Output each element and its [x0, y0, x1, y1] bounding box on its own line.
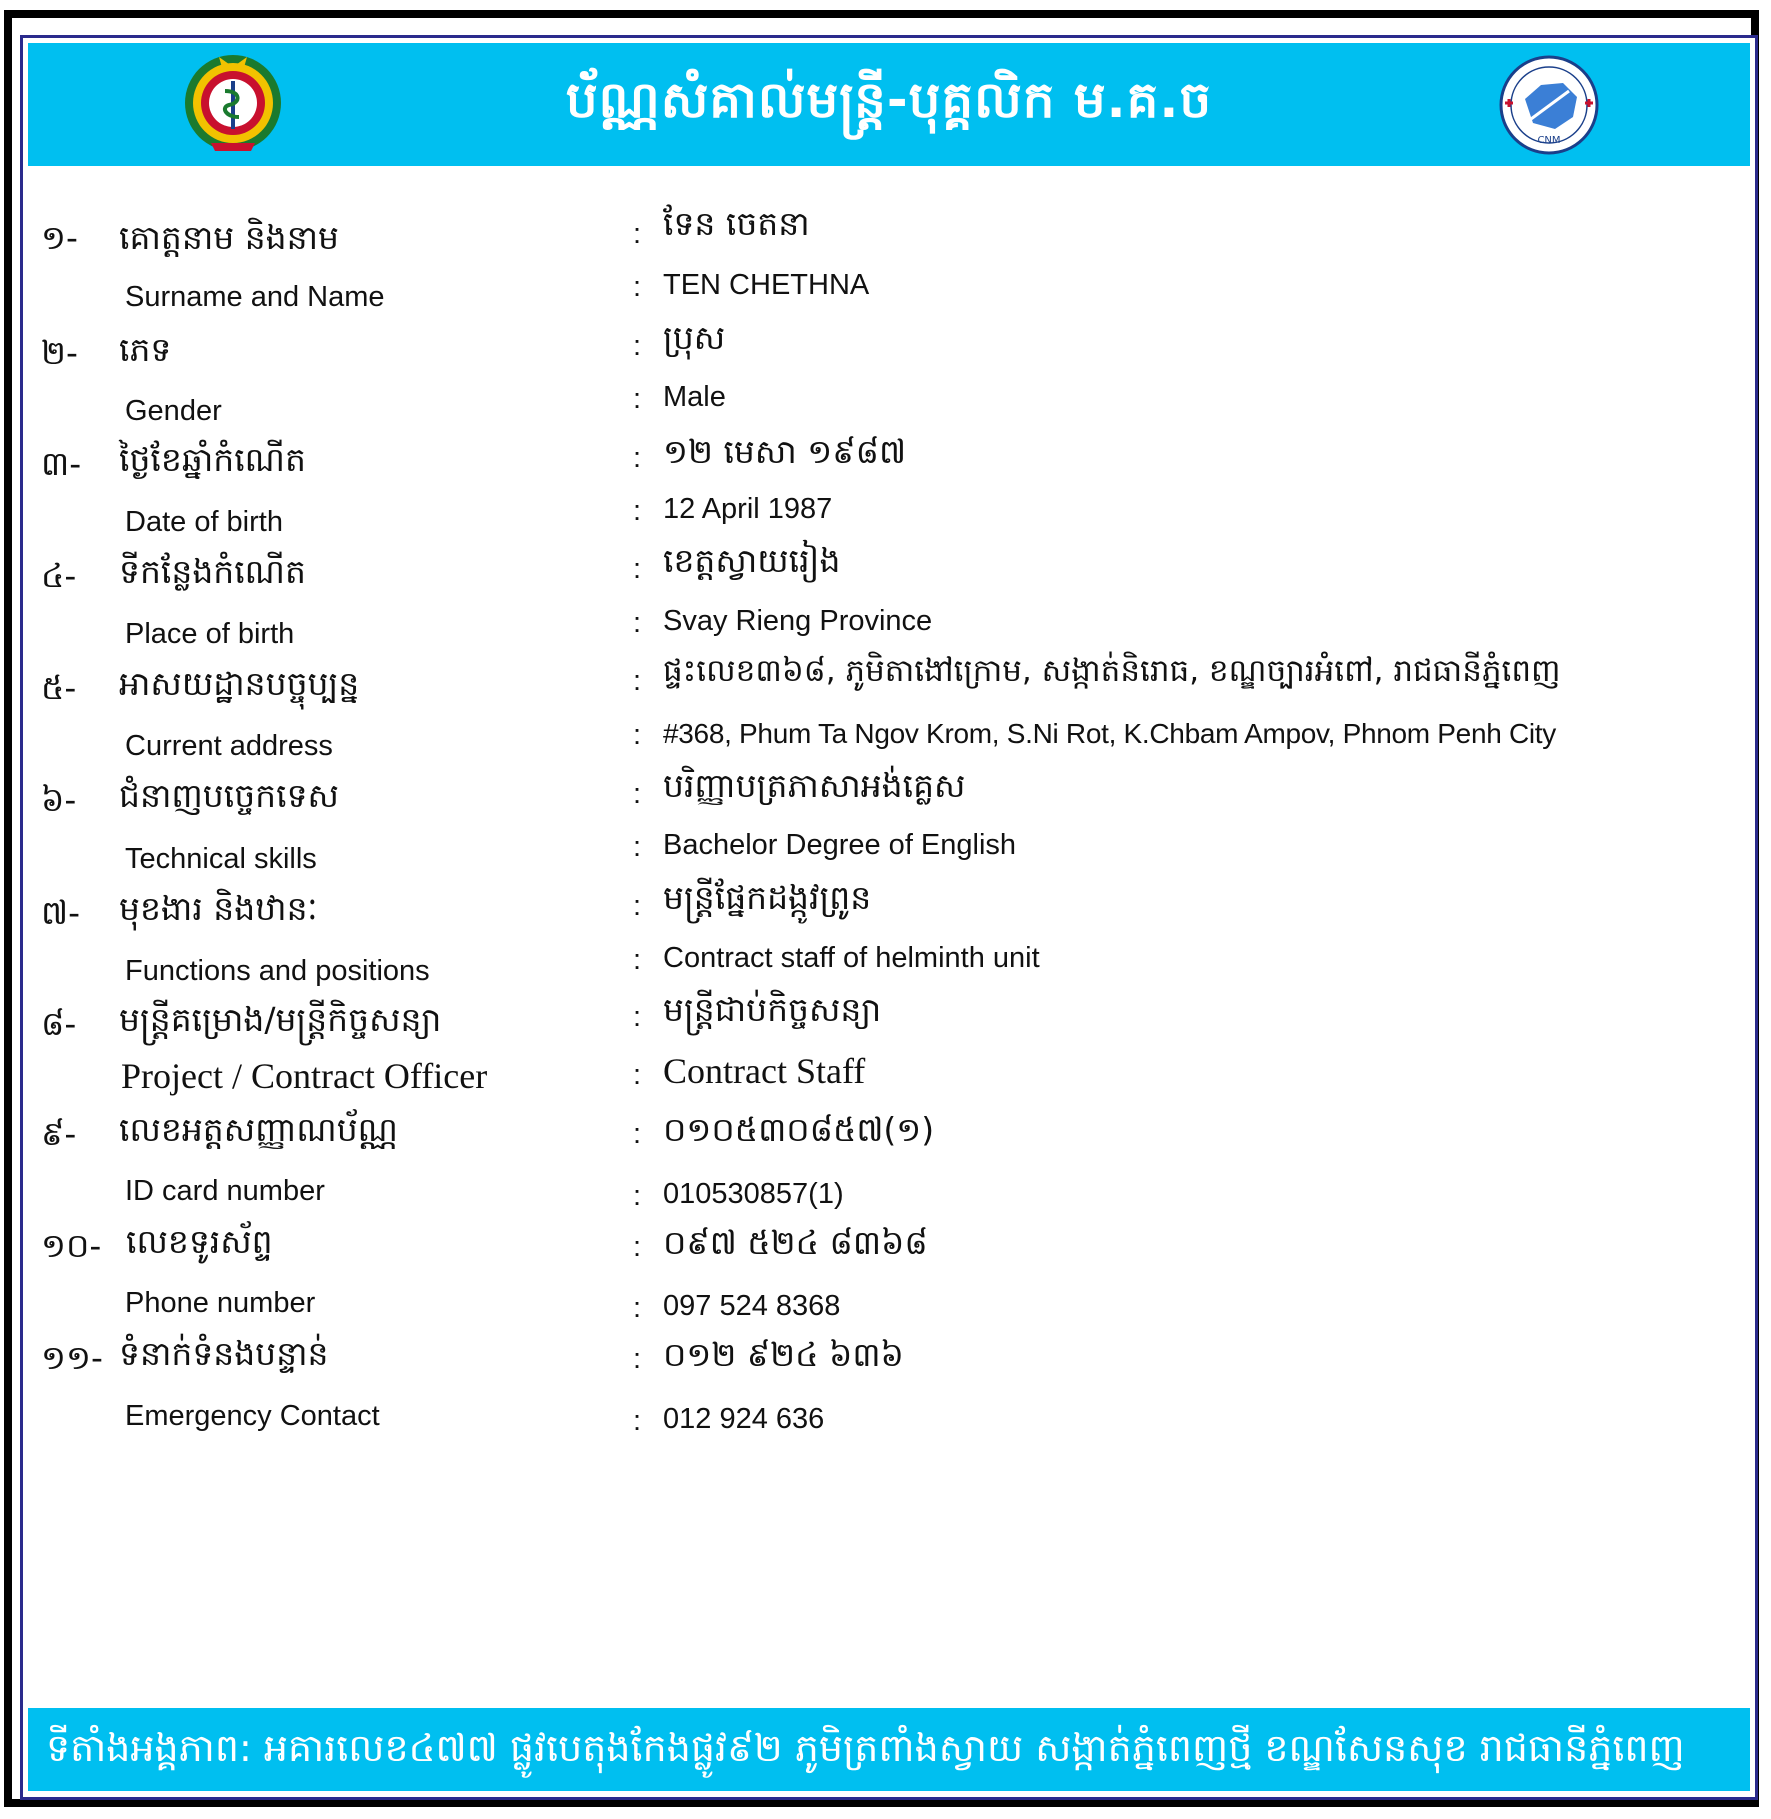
field-10-number: ១០- — [41, 1226, 102, 1265]
field-2-kh-label: ភេទ — [119, 330, 172, 369]
field-10-kh-label: លេខទូរស័ព្ទ — [126, 1222, 273, 1261]
field-10-kh-value: ០៩៧ ៥២៤ ៨៣៦៨ — [663, 1223, 928, 1262]
field-9-kh-value: ០១០៥៣០៨៥៧(១) — [663, 1110, 935, 1149]
field-7-number: ៧- — [41, 893, 80, 932]
field-9-number: ៩- — [41, 1114, 77, 1153]
colon: : — [633, 495, 642, 527]
field-7-kh-label: មុខងារ និងឋានៈ — [119, 889, 318, 928]
field-11-number: ១១- — [41, 1338, 103, 1377]
field-2-kh-value: ប្រុស — [663, 318, 726, 357]
colon: : — [633, 1405, 642, 1437]
field-1-number: ១- — [41, 218, 78, 257]
field-4-en-value: Svay Rieng Province — [663, 605, 933, 637]
card-header — [28, 43, 1750, 166]
colon: : — [633, 890, 642, 922]
cnm-logo-text: CNM — [1537, 135, 1561, 146]
field-7-en-label: Functions and positions — [125, 955, 430, 987]
field-1-en-value: TEN CHETHNA — [663, 269, 870, 301]
field-2-en-label: Gender — [125, 395, 222, 427]
field-3-en-label: Date of birth — [125, 506, 283, 538]
field-11-en-label: Emergency Contact — [125, 1400, 380, 1432]
colon: : — [633, 442, 642, 474]
card-title: ប័ណ្ណសំគាល់មន្រ្តី-បុគ្គលិក ម.គ.ច — [565, 71, 1213, 129]
field-11-kh-value: ០១២ ៩២៤ ៦៣៦ — [663, 1335, 904, 1374]
field-4-kh-label: ទីកន្លែងកំណើត — [119, 552, 306, 591]
field-8-kh-value: មន្ត្រីជាប់កិច្ចសន្យា — [663, 990, 882, 1029]
colon: : — [633, 607, 642, 639]
card-footer — [28, 1708, 1750, 1791]
field-2-en-value: Male — [663, 381, 726, 413]
colon: : — [633, 553, 642, 585]
colon: : — [633, 218, 642, 250]
field-3-kh-value: ១២ មេសា ១៩៨៧ — [663, 432, 907, 471]
colon: : — [633, 831, 642, 863]
field-10-en-label: Phone number — [125, 1287, 316, 1319]
field-8-number: ៨- — [41, 1004, 77, 1043]
field-5-en-label: Current address — [125, 730, 333, 762]
colon: : — [633, 1180, 642, 1212]
field-9-en-value: 010530857(1) — [663, 1178, 844, 1210]
colon: : — [633, 1118, 642, 1150]
colon: : — [633, 1292, 642, 1324]
cnm-logo-icon — [1497, 53, 1601, 157]
field-6-number: ៦- — [41, 780, 77, 819]
id-card — [20, 35, 1758, 1800]
field-3-number: ៣- — [41, 444, 82, 483]
field-9-en-label: ID card number — [125, 1175, 325, 1207]
field-5-kh-value: ផ្ទះលេខ៣៦៨, ភូមិតាងៅក្រោម, សង្កាត់និរោធ, ខណ្ឌច្បារអំពៅ, រាជធានីភ្នំពេញ — [663, 653, 1561, 689]
colon: : — [633, 330, 642, 362]
field-11-en-value: 012 924 636 — [663, 1403, 825, 1435]
colon: : — [633, 778, 642, 810]
field-4-number: ៤- — [41, 556, 77, 595]
colon: : — [633, 719, 642, 751]
field-3-en-value: 12 April 1987 — [663, 493, 833, 525]
field-7-kh-value: មន្ត្រីផ្នែកដង្កូវព្រូន — [663, 878, 872, 917]
field-8-en-value: Contract Staff — [663, 1051, 866, 1091]
field-10-en-value: 097 524 8368 — [663, 1290, 841, 1322]
colon: : — [633, 1231, 642, 1263]
field-1-kh-label: គោត្តនាម និងនាម — [119, 218, 339, 257]
colon: : — [633, 1001, 642, 1033]
field-3-kh-label: ថ្ងៃខែឆ្នាំកំណើត — [119, 440, 306, 479]
colon: : — [633, 271, 642, 303]
field-1-kh-value: ទែន ចេតនា — [663, 204, 810, 243]
colon: : — [633, 383, 642, 415]
office-address: ទីតាំងអង្គភាព: អគារលេខ៤៧៧ ផ្លូវបេតុងកែងផ្លូវ៩២ ភូមិត្រពាំងស្វាយ សង្កាត់ភ្នំពេញថ្មី ខណ្ឌសែនសុខ រាជធានីភ្នំពេញ — [46, 1726, 1685, 1770]
card-outer-frame — [4, 10, 1759, 1807]
field-4-kh-value: ខេត្តស្វាយរៀង — [663, 541, 841, 580]
field-6-en-label: Technical skills — [125, 843, 317, 875]
field-6-kh-label: ជំនាញបច្ចេកទេស — [119, 776, 339, 815]
colon: : — [633, 944, 642, 976]
field-11-kh-label: ទំនាក់ទំនងបន្ទាន់ — [119, 1334, 329, 1373]
field-2-number: ២- — [41, 333, 78, 372]
field-5-kh-label: អាសយដ្ឋានបច្ចុប្បន្ន — [119, 664, 360, 703]
field-8-kh-label: មន្ត្រីគម្រោង/មន្ត្រីកិច្ចសន្យា — [119, 1000, 442, 1039]
field-5-en-value: #368, Phum Ta Ngov Krom, S.Ni Rot, K.Chbam Ampov, Phnom Penh City — [663, 718, 1556, 749]
field-4-en-label: Place of birth — [125, 618, 295, 650]
colon: : — [633, 1343, 642, 1375]
field-1-en-label: Surname and Name — [125, 281, 385, 313]
field-6-en-value: Bachelor Degree of English — [663, 829, 1017, 861]
field-6-kh-value: បរិញ្ញាបត្រភាសាអង់គ្លេស — [663, 766, 966, 805]
field-7-en-value: Contract staff of helminth unit — [663, 942, 1040, 974]
field-8-en-label: Project / Contract Officer — [121, 1056, 488, 1096]
colon: : — [633, 665, 642, 697]
field-9-kh-label: លេខអត្តសញ្ញាណប័ណ្ណ — [119, 1110, 398, 1149]
field-5-number: ៥- — [41, 668, 77, 707]
colon: : — [633, 1059, 642, 1091]
